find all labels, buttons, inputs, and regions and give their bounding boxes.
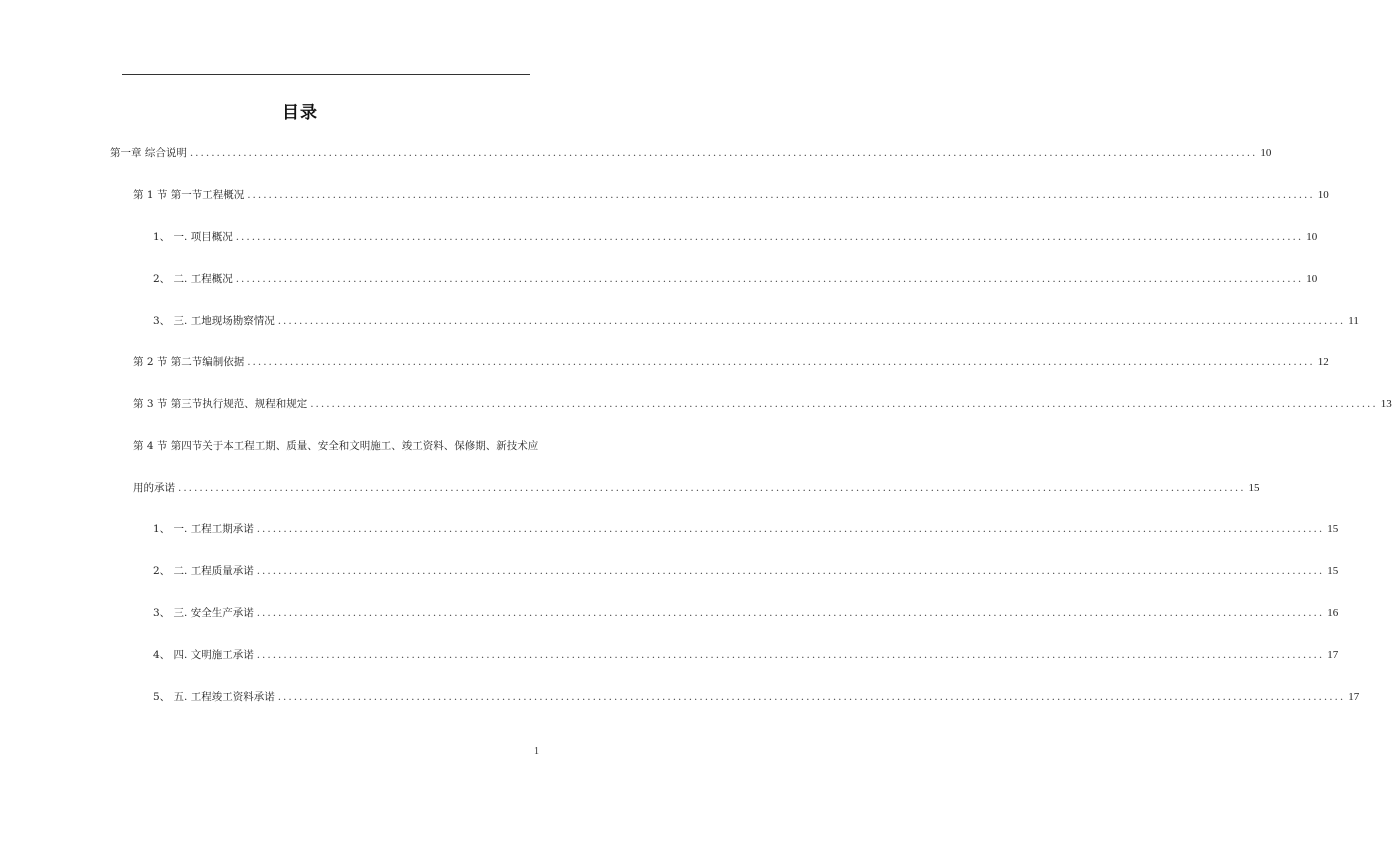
toc-entry-section-2[interactable]: [133, 354, 1329, 370]
toc-entry-text: 第 1 节 第一节工程概况: [133, 189, 245, 201]
toc-entry-text: 5、 五. 工程竣工资料承诺: [153, 691, 275, 703]
toc-page-number: 17: [1348, 691, 1360, 703]
toc-dot-leader: ........................................................................................................................................................................................................: [235, 231, 1304, 243]
toc-title: 目录: [282, 103, 318, 123]
toc-page-number: 12: [1317, 356, 1329, 368]
toc-entry-section-4-line-1[interactable]: [133, 438, 542, 454]
toc-page-number: 10: [1260, 147, 1272, 159]
toc-dot-leader: ........................................................................................................................................................................................................: [178, 482, 1246, 494]
toc-entry-text: 2、 二. 工程概况: [153, 273, 233, 285]
toc-entry-section-3[interactable]: [133, 396, 1392, 412]
toc-entry-chapter-1[interactable]: [110, 145, 1272, 161]
toc-page-number: 15: [1327, 523, 1339, 535]
toc-entry-text: 4、 四. 文明施工承诺: [153, 649, 254, 661]
footer-page-number: 1: [534, 746, 539, 757]
toc-entry-item-1[interactable]: [153, 229, 1318, 245]
toc-entry-section-4[interactable]: [133, 480, 1260, 496]
toc-page-number: 10: [1317, 189, 1329, 201]
toc-entry-commitment-1[interactable]: [153, 521, 1339, 537]
toc-dot-leader: ........................................................................................................................................................................................................: [247, 356, 1315, 368]
toc-dot-leader: ........................................................................................................................................................................................................: [277, 315, 1346, 327]
toc-entry-text: 2、 二. 工程质量承诺: [153, 565, 254, 577]
toc-entry-text: 3、 三. 工地现场勘察情况: [153, 315, 275, 327]
toc-entry-commitment-5[interactable]: [153, 689, 1360, 705]
toc-dot-leader: ........................................................................................................................................................................................................: [277, 691, 1346, 703]
toc-entry-text: 第 2 节 第二节编制依据: [133, 356, 245, 368]
toc-entry-text: 第一章 综合说明: [110, 147, 187, 159]
toc-page-number: 11: [1348, 315, 1359, 327]
toc-entry-commitment-2[interactable]: [153, 563, 1339, 579]
toc-entry-item-3[interactable]: [153, 313, 1359, 329]
toc-dot-leader: ........................................................................................................................................................................................................: [310, 398, 1378, 410]
toc-entry-text: 3、 三. 安全生产承诺: [153, 607, 254, 619]
toc-entry-text: 第 4 节 第四节关于本工程工期、质量、安全和文明施工、竣工资料、保修期、新技术应: [133, 440, 539, 452]
toc-page-number: 15: [1248, 482, 1260, 494]
toc-page-number: 10: [1306, 273, 1318, 285]
toc-dot-leader: ........................................................................................................................................................................................................: [235, 273, 1304, 285]
header-rule: [122, 74, 530, 75]
toc-page-number: 17: [1327, 649, 1339, 661]
toc-dot-leader: ........................................................................................................................................................................................................: [256, 523, 1325, 535]
toc-entry-text: 第 3 节 第三节执行规范、规程和规定: [133, 398, 308, 410]
toc-dot-leader: ........................................................................................................................................................................................................: [256, 649, 1325, 661]
toc-entry-item-2[interactable]: [153, 271, 1318, 287]
toc-page-number: 13: [1380, 398, 1392, 410]
toc-entry-section-1[interactable]: [133, 187, 1329, 203]
toc-dot-leader: ........................................................................................................................................................................................................: [247, 189, 1315, 201]
toc-entry-text-continuation: 用的承诺: [133, 482, 175, 494]
toc-dot-leader: ........................................................................................................................................................................................................: [256, 565, 1325, 577]
toc-page-number: 16: [1327, 607, 1339, 619]
toc-entry-commitment-4[interactable]: [153, 647, 1339, 663]
toc-page-number: 15: [1327, 565, 1339, 577]
toc-dot-leader: ........................................................................................................................................................................................................: [189, 147, 1258, 159]
toc-entry-commitment-3[interactable]: [153, 605, 1339, 621]
toc-dot-leader: ........................................................................................................................................................................................................: [256, 607, 1325, 619]
toc-entry-text: 1、 一. 工程工期承诺: [153, 523, 254, 535]
toc-entry-text: 1、 一. 项目概况: [153, 231, 233, 243]
toc-page-number: 10: [1306, 231, 1318, 243]
